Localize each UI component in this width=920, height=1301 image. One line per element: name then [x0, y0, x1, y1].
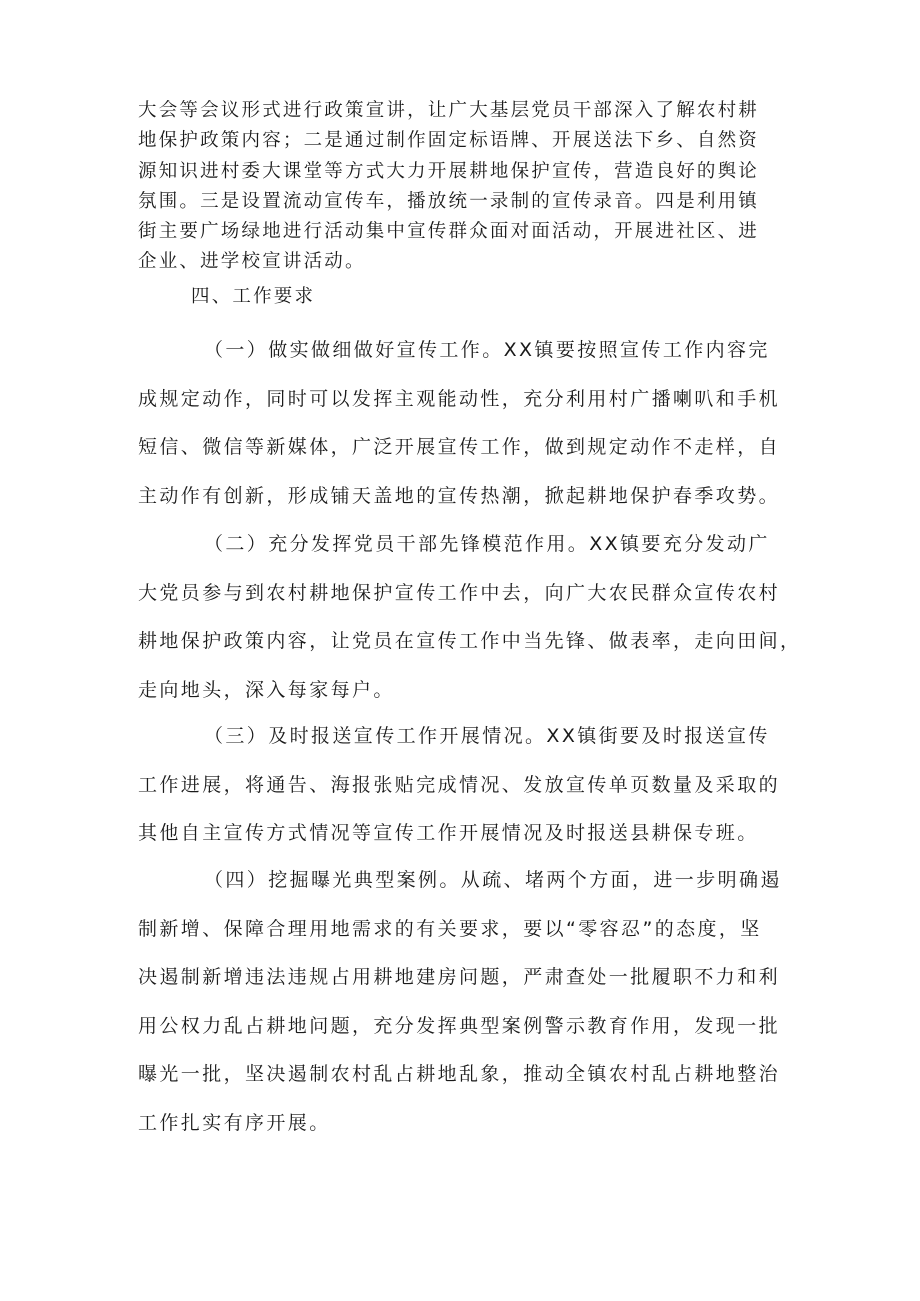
requirement-paragraph-3: [138, 712, 798, 858]
requirement-paragraph-4: [138, 856, 798, 1147]
paragraph-line: 走向地头，深入每家每户。: [138, 678, 395, 701]
paragraph-line: （三）及时报送宣传工作开展情况。XX镇街要及时报送宣传: [204, 725, 770, 747]
paragraph-line: 工作进展，将通告、海报张贴完成情况、发放宣传单页数量及采取的: [138, 773, 781, 796]
intro-line: 街主要广场绿地进行活动集中宣传群众面对面活动，开展进社区、进: [138, 221, 760, 243]
intro-line: 企业、进学校宣讲活动。: [138, 251, 366, 273]
requirement-paragraph-1: [138, 326, 798, 520]
section-heading: 四、工作要求: [191, 286, 316, 307]
intro-line: 氛围。三是设置流动宣传车，播放统一录制的宣传录音。四是利用镇: [138, 190, 760, 212]
intro-line: 地保护政策内容；二是通过制作固定标语牌、开展送法下乡、自然资: [138, 130, 760, 152]
paragraph-line: 耕地保护政策内容，让党员在宣传工作中当先锋、做表率，走向田间，: [138, 630, 802, 652]
paragraph-line: 曝光一批，坚决遏制农村乱占耕地乱象，推动全镇农村乱占耕地整治: [138, 1063, 781, 1085]
paragraph-line: 其他自主宣传方式情况等宣传工作开展情况及时报送县耕保专班。: [138, 822, 759, 844]
intro-paragraph: [138, 96, 798, 278]
paragraph-line: 决遏制新增违法违规占用耕地建房问题，严肃查处一批履职不力和利: [138, 966, 781, 988]
paragraph-line: 成规定动作，同时可以发挥主观能动性，充分利用村广播喇叭和手机: [138, 387, 781, 410]
paragraph-line: （二）充分发挥党员干部先锋模范作用。XX镇要充分发动广: [204, 533, 770, 555]
paragraph-line: 短信、微信等新媒体，广泛开展宣传工作，做到规定动作不走样，自: [138, 436, 781, 458]
paragraph-line: （一）做实做细做好宣传工作。XX镇要按照宣传工作内容完: [204, 339, 770, 361]
paragraph-line: 工作扎实有序开展。: [138, 1111, 331, 1134]
paragraph-line: 大党员参与到农村耕地保护宣传工作中去，向广大农民群众宣传农村: [138, 581, 781, 604]
paragraph-line: （四）挖掘曝光典型案例。从疏、堵两个方面，进一步明确遏: [204, 869, 782, 891]
paragraph-line: 用公权力乱占耕地问题，充分发挥典型案例警示教育作用，发现一批: [138, 1014, 781, 1037]
requirement-paragraph-2: [138, 520, 802, 714]
paragraph-line: 制新增、保障合理用地需求的有关要求，要以“零容忍”的态度，坚: [138, 917, 762, 940]
paragraph-line: 主动作有创新，形成铺天盖地的宣传热潮，掀起耕地保护春季攻势。: [138, 484, 781, 507]
intro-line: 大会等会议形式进行政策宣讲，让广大基层党员干部深入了解农村耕: [138, 100, 760, 121]
intro-line: 源知识进村委大课堂等方式大力开展耕地保护宣传，营造良好的舆论: [138, 160, 760, 182]
